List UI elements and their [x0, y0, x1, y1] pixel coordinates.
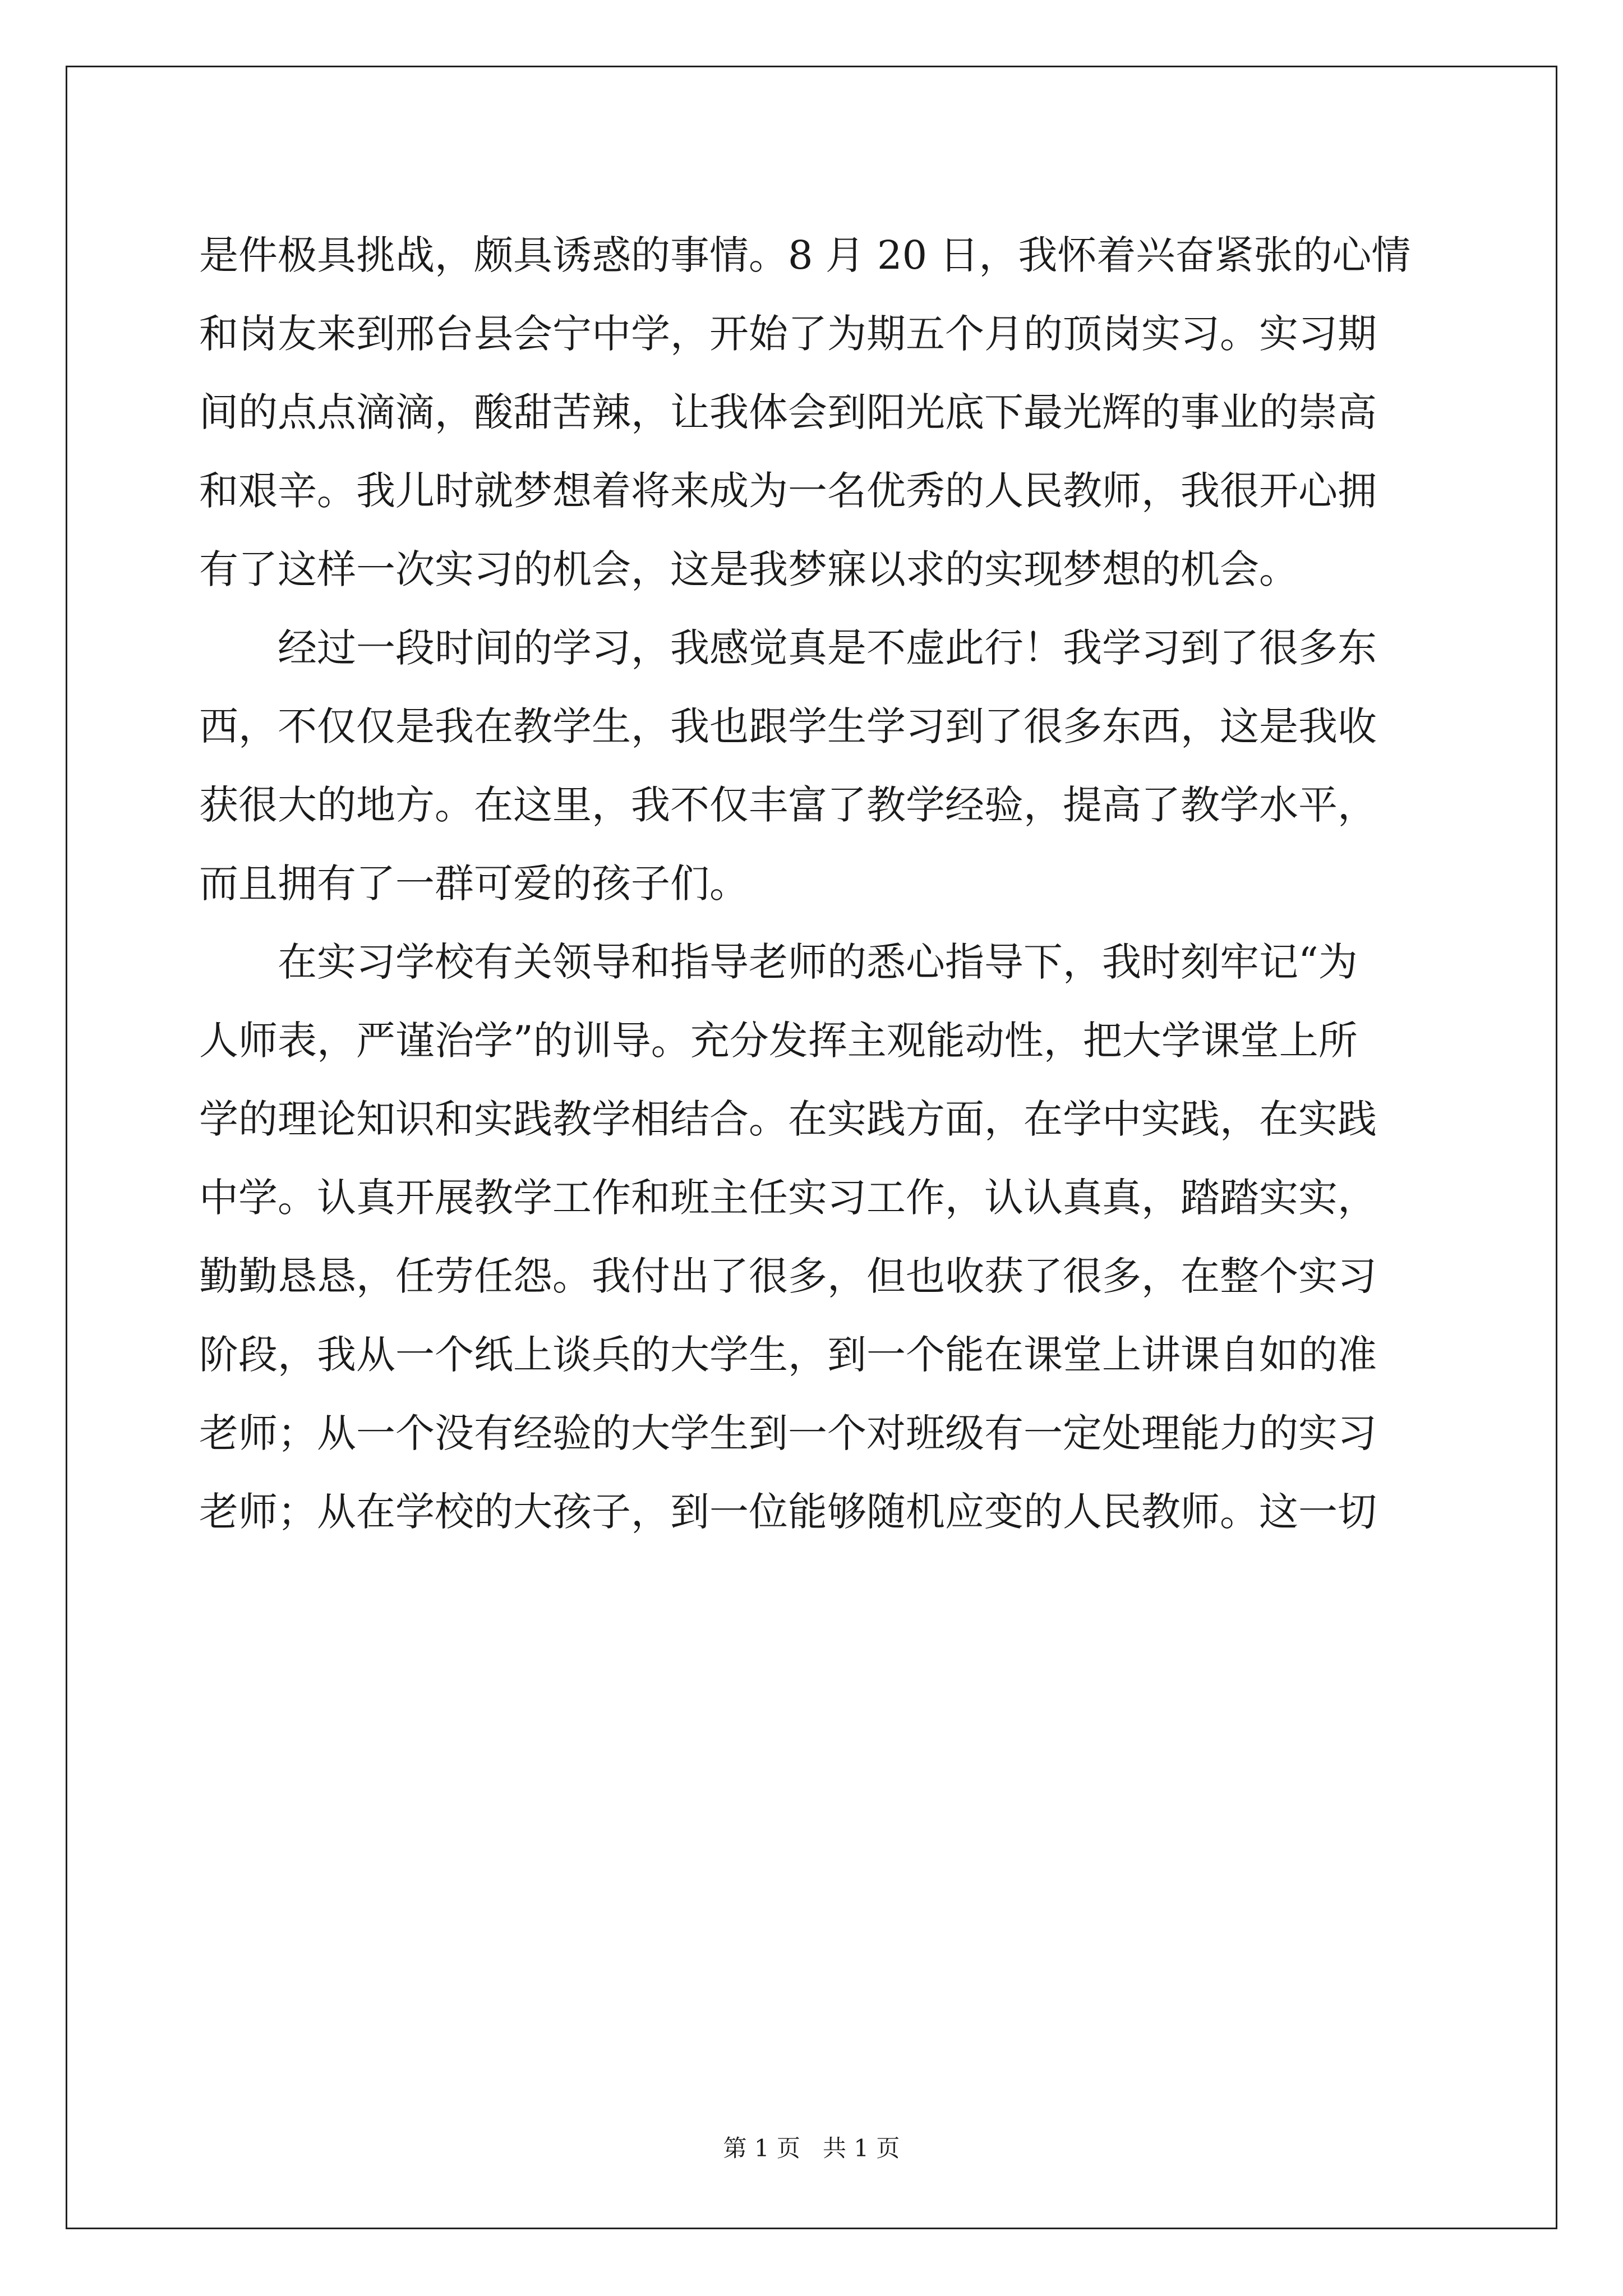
paragraph-1 — [199, 216, 1427, 609]
text-line: 是件极具挑战，颇具诱惑的事情。8 月 20 日，我怀着兴奋紧张的心情 — [199, 232, 1411, 278]
document-body — [199, 216, 1427, 1551]
text-line: 中学。认真开展教学工作和班主任实习工作，认认真真，踏踏实实， — [199, 1175, 1377, 1221]
paragraph-2 — [199, 609, 1427, 923]
text-line: 和艰辛。我儿时就梦想着将来成为一名优秀的人民教师，我很开心拥 — [199, 468, 1377, 514]
page-number: 第 1 页 — [723, 2134, 800, 2162]
text-line: 有了这样一次实习的机会，这是我梦寐以求的实现梦想的机会。 — [199, 546, 1298, 592]
page-footer — [0, 2132, 1623, 2165]
text-line: 老师；从在学校的大孩子，到一位能够随机应变的人民教师。这一切 — [199, 1489, 1377, 1535]
paragraph-3 — [199, 923, 1427, 1551]
text-line: 阶段，我从一个纸上谈兵的大学生，到一个能在课堂上讲课自如的准 — [199, 1332, 1377, 1378]
text-line: 学的理论知识和实践教学相结合。在实践方面，在学中实践，在实践 — [199, 1096, 1377, 1142]
text-line: 获很大的地方。在这里，我不仅丰富了教学经验，提高了教学水平， — [199, 782, 1377, 828]
text-line: 人师表，严谨治学”的训导。充分发挥主观能动性，把大学课堂上所 — [199, 1018, 1358, 1064]
text-line: 而且拥有了一群可爱的孩子们。 — [199, 861, 749, 907]
text-line: 老师；从一个没有经验的大学生到一个对班级有一定处理能力的实习 — [199, 1410, 1377, 1456]
page-total: 共 1 页 — [823, 2134, 900, 2162]
text-line: 经过一段时间的学习，我感觉真是不虚此行！我学习到了很多东 — [278, 625, 1377, 671]
text-line: 勤勤恳恳，任劳任怨。我付出了很多，但也收获了很多，在整个实习 — [199, 1253, 1377, 1299]
text-line: 在实习学校有关领导和指导老师的悉心指导下，我时刻牢记“为 — [278, 939, 1358, 985]
text-line: 间的点点滴滴，酸甜苦辣，让我体会到阳光底下最光辉的事业的崇高 — [199, 389, 1377, 435]
text-line: 西，不仅仅是我在教学生，我也跟学生学习到了很多东西，这是我收 — [199, 703, 1377, 749]
text-line: 和岗友来到邢台县会宁中学，开始了为期五个月的顶岗实习。实习期 — [199, 311, 1377, 357]
